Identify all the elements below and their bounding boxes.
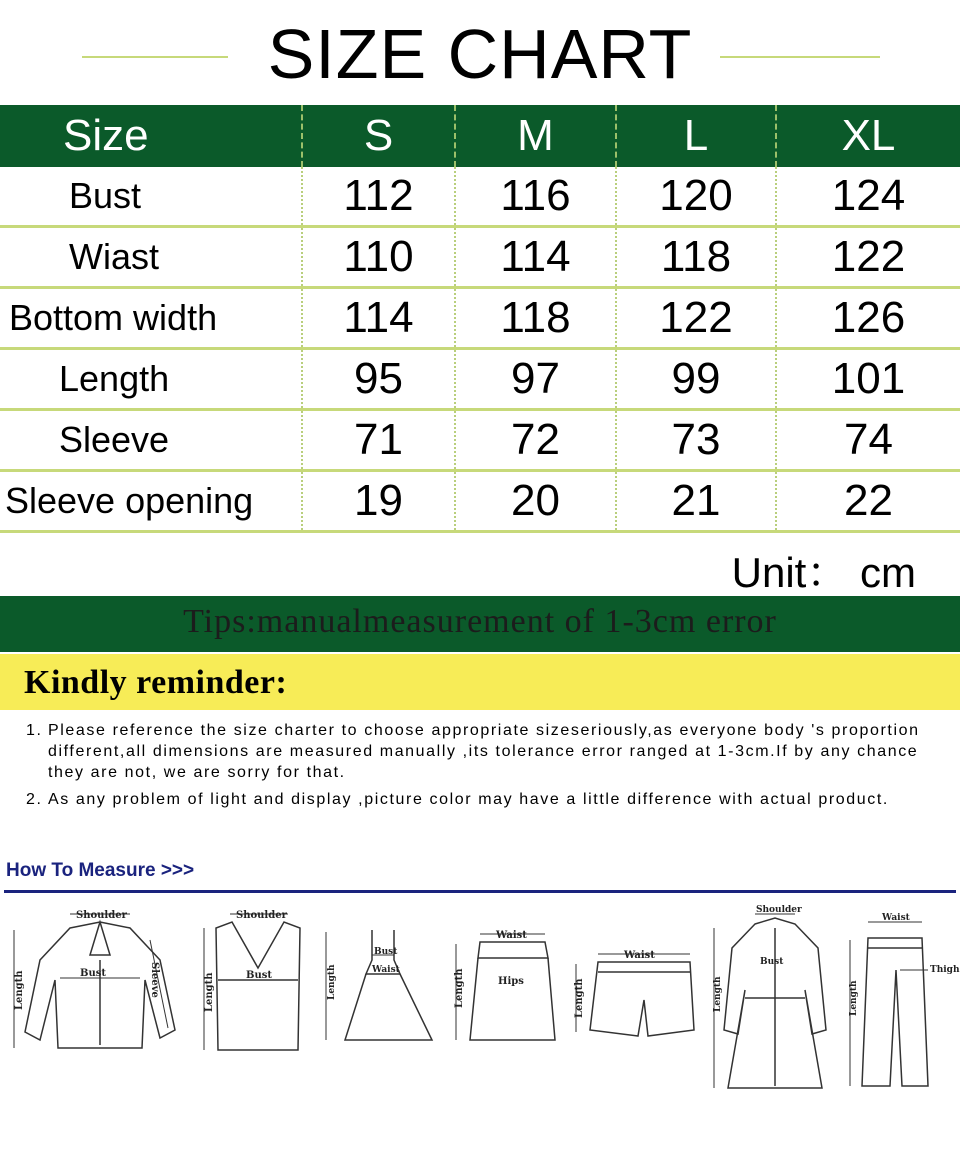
table-row — [0, 167, 960, 227]
diagram-label: Length — [454, 968, 465, 1008]
coat-diagram-icon — [713, 905, 826, 1088]
cell: 120 — [616, 167, 776, 227]
reminder-notes — [26, 720, 946, 816]
note-text: As any problem of light and display ,picture color may have a little difference with actual product. — [48, 791, 889, 808]
cell: 116 — [455, 167, 616, 227]
cell: 112 — [302, 167, 455, 227]
size-header-row — [0, 105, 960, 167]
diagram-label: Waist — [882, 913, 910, 923]
diagram-label: Waist — [372, 965, 400, 975]
row-label — [0, 288, 302, 349]
diagram-label: Shoulder — [236, 910, 287, 921]
table-row — [0, 471, 960, 532]
header-s: S — [302, 105, 455, 167]
tips-text: Tips:manualmeasurement of 1-3cm error — [183, 603, 777, 640]
tank-diagram-icon — [204, 910, 300, 1050]
diagram-label: Bust — [760, 957, 784, 967]
cell: 118 — [455, 288, 616, 349]
row-label-text: Bust — [69, 175, 142, 216]
cell: 19 — [302, 471, 455, 532]
cell: 110 — [302, 227, 455, 288]
note-number: 1. — [26, 722, 43, 739]
diagram-label: Bust — [374, 947, 398, 957]
cell: 118 — [616, 227, 776, 288]
diagram-label: Bust — [80, 968, 106, 979]
cell: 72 — [455, 410, 616, 471]
cell: 101 — [776, 349, 960, 410]
diagram-label: Sleeve — [149, 962, 160, 998]
row-label — [0, 471, 302, 532]
shorts-diagram-icon — [574, 950, 694, 1036]
unit-label: Unit： cm — [731, 549, 916, 596]
row-label-text: Sleeve opening — [5, 480, 254, 521]
diagram-label: Waist — [624, 950, 655, 961]
diagram-label: Length — [14, 970, 25, 1010]
table-row — [0, 288, 960, 349]
row-label-text: Wiast — [69, 236, 159, 277]
table-row — [0, 227, 960, 288]
how-to-measure-heading: How To Measure >>> — [6, 860, 195, 881]
cell: 21 — [616, 471, 776, 532]
table-row — [0, 410, 960, 471]
how-to-measure-divider — [4, 890, 956, 893]
diagram-label: Length — [849, 980, 859, 1016]
cell: 97 — [455, 349, 616, 410]
row-label — [0, 349, 302, 410]
cell: 122 — [616, 288, 776, 349]
measure-diagrams — [0, 900, 960, 1100]
pants-diagram-icon — [849, 913, 960, 1086]
diagram-label: Length — [713, 976, 723, 1012]
diagram-label: Thigh — [930, 965, 960, 975]
header-m: M — [455, 105, 616, 167]
note-text: Please reference the size charter to choose appropriate sizeseriously,as everyone body 's proportion different,all dimensions are measured manually ,its tolerance error ranged at 1-3cm.If by any chance they are not, we are sorry for that. — [48, 722, 920, 781]
measure-diagrams-svg — [0, 900, 960, 1100]
skirt-diagram-icon — [454, 930, 555, 1040]
cell: 22 — [776, 471, 960, 532]
header-size: Size — [0, 105, 302, 167]
table-row — [0, 349, 960, 410]
note-number: 2. — [26, 791, 43, 808]
cell: 73 — [616, 410, 776, 471]
diagram-label: Waist — [496, 930, 527, 941]
diagram-label: Bust — [246, 970, 272, 981]
cell: 126 — [776, 288, 960, 349]
cell: 95 — [302, 349, 455, 410]
cell: 74 — [776, 410, 960, 471]
list-item — [26, 789, 946, 810]
diagram-label: Shoulder — [76, 910, 127, 921]
size-table — [0, 105, 960, 533]
cell: 124 — [776, 167, 960, 227]
diagram-label: Hips — [498, 976, 524, 987]
header-xl: XL — [776, 105, 960, 167]
cell: 71 — [302, 410, 455, 471]
list-item — [26, 720, 946, 783]
title-area — [0, 0, 960, 105]
row-label-text: Sleeve — [59, 419, 170, 460]
reminder-title: Kindly reminder: — [24, 664, 288, 701]
row-label — [0, 410, 302, 471]
row-label — [0, 227, 302, 288]
row-label-text: Bottom width — [9, 297, 218, 338]
diagram-label: Length — [204, 972, 215, 1012]
diagram-label: Length — [327, 964, 337, 1000]
header-l: L — [616, 105, 776, 167]
row-label — [0, 167, 302, 227]
cell: 99 — [616, 349, 776, 410]
cell: 20 — [455, 471, 616, 532]
cell: 114 — [302, 288, 455, 349]
dress-diagram-icon — [326, 930, 432, 1040]
cell: 122 — [776, 227, 960, 288]
diagram-label: Length — [574, 978, 585, 1018]
title-divider-right — [720, 56, 880, 58]
blouse-diagram-icon — [14, 910, 175, 1048]
diagram-label: Shoulder — [756, 905, 802, 915]
page-title: SIZE CHART — [267, 15, 693, 93]
row-label-text: Length — [59, 358, 170, 399]
cell: 114 — [455, 227, 616, 288]
